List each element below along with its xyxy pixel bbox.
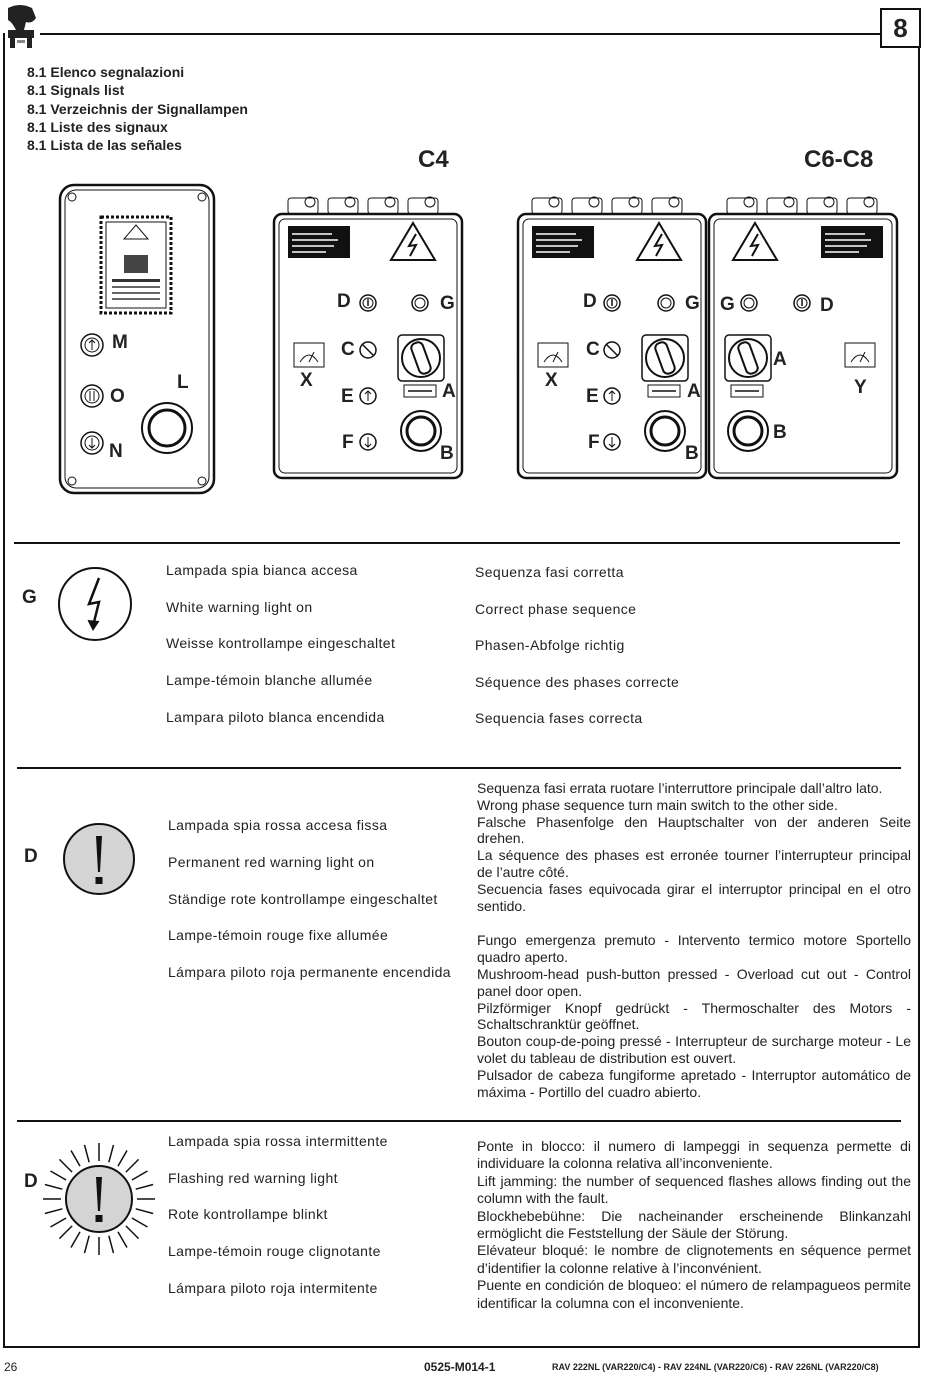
signal-d-flash-line: Lampada spia rossa intermittente [168, 1133, 388, 1149]
c68-label-c: C [586, 339, 600, 360]
signal-d-flash-line: Rote kontrollampe blinkt [168, 1206, 328, 1222]
divider-3 [17, 1120, 901, 1122]
signal-d-flash-meaning: Ponte in blocco: il numero di lampeggi in sequenza permette di individuare la colonna relativa all’inconveniente. Lift jamming: the number of sequenced flashes allows finding out the column with the fault. Blockhebebühne: Die nacheinander erscheinende Blinkanzahl ermöglicht die Feststellung der Säule der Störung. Elévateur bloqué: le nombre de clignotements en séquence permet d’identifier la colonne relative à l’inconvénient. Puente en condición de bloqueo: el número de relampagueos permite identificar la columna con el inconveniente. [477, 1138, 911, 1311]
c4-label-d: D [337, 291, 351, 312]
signal-d-letter: D [24, 846, 38, 867]
flash-ray [118, 1151, 127, 1167]
signal-g-meaning: Correct phase sequence [475, 601, 637, 617]
flash-ray [136, 1209, 153, 1214]
flash-ray [109, 1236, 114, 1253]
flash-ray [45, 1209, 62, 1214]
frame-bottom [3, 1346, 920, 1348]
red-lamp-steady-icon [62, 822, 136, 896]
c68r-label-y: Y [854, 377, 867, 398]
c68r-label-d: D [820, 295, 834, 316]
section-titles [27, 63, 248, 154]
flash-ray [126, 1159, 139, 1172]
footer-code: 0525-M014-1 [424, 1360, 496, 1374]
page-number: 8 [880, 8, 921, 48]
signal-d-flash-line: Lámpara piloto roja intermitente [168, 1280, 378, 1296]
lightning-icon [57, 566, 133, 642]
flash-ray [59, 1159, 72, 1172]
c68-label-e: E [586, 386, 599, 407]
c4-label-e: E [341, 386, 354, 407]
title-de: 8.1 Verzeichnis der Signallampen [27, 100, 248, 117]
frame-right [918, 46, 920, 1348]
c4-title: C4 [418, 146, 449, 173]
signal-g-meaning: Séquence des phases correcte [475, 674, 680, 690]
flash-ray [85, 1145, 90, 1162]
signal-g-meaning: Phasen-Abfolge richtig [475, 637, 625, 653]
red-lamp-flashing-icon [40, 1140, 158, 1258]
divider-1 [14, 542, 900, 544]
flash-ray [109, 1145, 114, 1162]
c68r-label-a: A [773, 349, 787, 370]
flash-ray [132, 1218, 148, 1227]
title-es: 8.1 Lista de las señales [27, 137, 182, 154]
title-en: 8.1 Signals list [27, 82, 125, 99]
c4-label-c: C [341, 339, 355, 360]
c4-label-g: G [440, 293, 455, 314]
signal-d-flash-letter: D [24, 1171, 38, 1192]
c68-label-x: X [545, 370, 558, 391]
flash-ray [71, 1232, 80, 1248]
flash-ray [71, 1151, 80, 1167]
c68-panel-right [707, 190, 899, 480]
c68-label-d: D [583, 291, 597, 312]
signal-g-letter: G [22, 587, 37, 608]
flash-ray [45, 1185, 62, 1190]
title-fr: 8.1 Liste des signaux [27, 118, 168, 135]
signal-g-line: Weisse kontrollampe eingeschaltet [166, 635, 396, 651]
label-m: M [112, 332, 128, 353]
frame-left [3, 33, 5, 1348]
footer-models: RAV 222NL (VAR220/C4) - RAV 224NL (VAR220/C6) - RAV 226NL (VAR220/C8) [552, 1362, 879, 1372]
flash-ray [59, 1226, 72, 1239]
main-control-box [58, 183, 216, 495]
signal-d-line: Lampe-témoin rouge fixe allumée [168, 927, 389, 943]
signal-d-line: Permanent red warning light on [168, 854, 375, 870]
signal-g-meaning: Sequencia fases correcta [475, 710, 643, 726]
flash-ray [51, 1171, 67, 1180]
flash-ray [126, 1226, 139, 1239]
flash-ray [118, 1232, 127, 1248]
title-it: 8.1 Elenco segnalazioni [27, 64, 185, 80]
c68-label-a: A [687, 381, 701, 402]
c68r-label-g: G [720, 294, 735, 315]
company-logo [2, 2, 42, 50]
c68-label-g: G [685, 293, 700, 314]
signal-d-line: Lampada spia rossa accesa fissa [168, 817, 388, 833]
c4-label-f: F [342, 432, 354, 453]
header-rule [40, 33, 880, 35]
signal-g-line: White warning light on [166, 599, 313, 615]
c4-label-b: B [440, 443, 454, 464]
signal-d-line: Lámpara piloto roja permanente encendida [168, 964, 451, 980]
c4-panel [272, 190, 464, 480]
c4-label-x: X [300, 370, 313, 391]
flash-ray [85, 1236, 90, 1253]
c4-label-a: A [442, 381, 456, 402]
label-n: N [109, 441, 123, 462]
flash-ray [51, 1218, 67, 1227]
c68-panel-left [516, 190, 708, 480]
signal-g-line: Lampe-témoin blanche allumée [166, 672, 373, 688]
signal-d-flash-line: Flashing red warning light [168, 1170, 338, 1186]
divider-2 [17, 767, 901, 769]
signal-d-flash-line: Lampe-témoin rouge clignotante [168, 1243, 381, 1259]
footer-page: 26 [4, 1360, 18, 1374]
c68r-label-b: B [773, 422, 787, 443]
signal-g-meaning: Sequenza fasi corretta [475, 564, 624, 580]
signal-d-meaning: Sequenza fasi errata ruotare l’interruttore principale dall’altro lato. Wrong phase sequence turn main switch to the other side. Falsche Phasenfolge den Hauptschalter von der anderen Seite drehen. La séquence des phases est erronée tourner l’interrupteur principal de l’autre côté. Secuencia fases equivocada girar el interruptor principal en el otro sentido. Fungo emergenza premuto - Intervento termico motore Sportello quadro aperto. Mushroom-head push-button pressed - Overload cut out - Control panel door open. Pilzförmiger Knopf gedrückt - Thermoschalter des Motors - Schaltschranktür geöffnet. Bouton coup-de-poing pressé - Interrupteur de surcharge moteur - Le volet du tableau de distribution est ouvert. Pulsador de cabeza fungiforme apretado - Interruptor automático de máxima - Portillo del cuadro abierto. [477, 780, 911, 1100]
c68-label-f: F [588, 432, 600, 453]
flash-ray [132, 1171, 148, 1180]
label-o: O [110, 386, 125, 407]
signal-d-line: Ständige rote kontrollampe eingeschaltet [168, 891, 438, 907]
c68-label-b: B [685, 443, 699, 464]
signal-g-line: Lampada spia bianca accesa [166, 562, 358, 578]
c68-title: C6-C8 [804, 146, 874, 173]
flash-ray [136, 1185, 153, 1190]
signal-g-line: Lampara piloto blanca encendida [166, 709, 385, 725]
label-l: L [177, 372, 189, 393]
